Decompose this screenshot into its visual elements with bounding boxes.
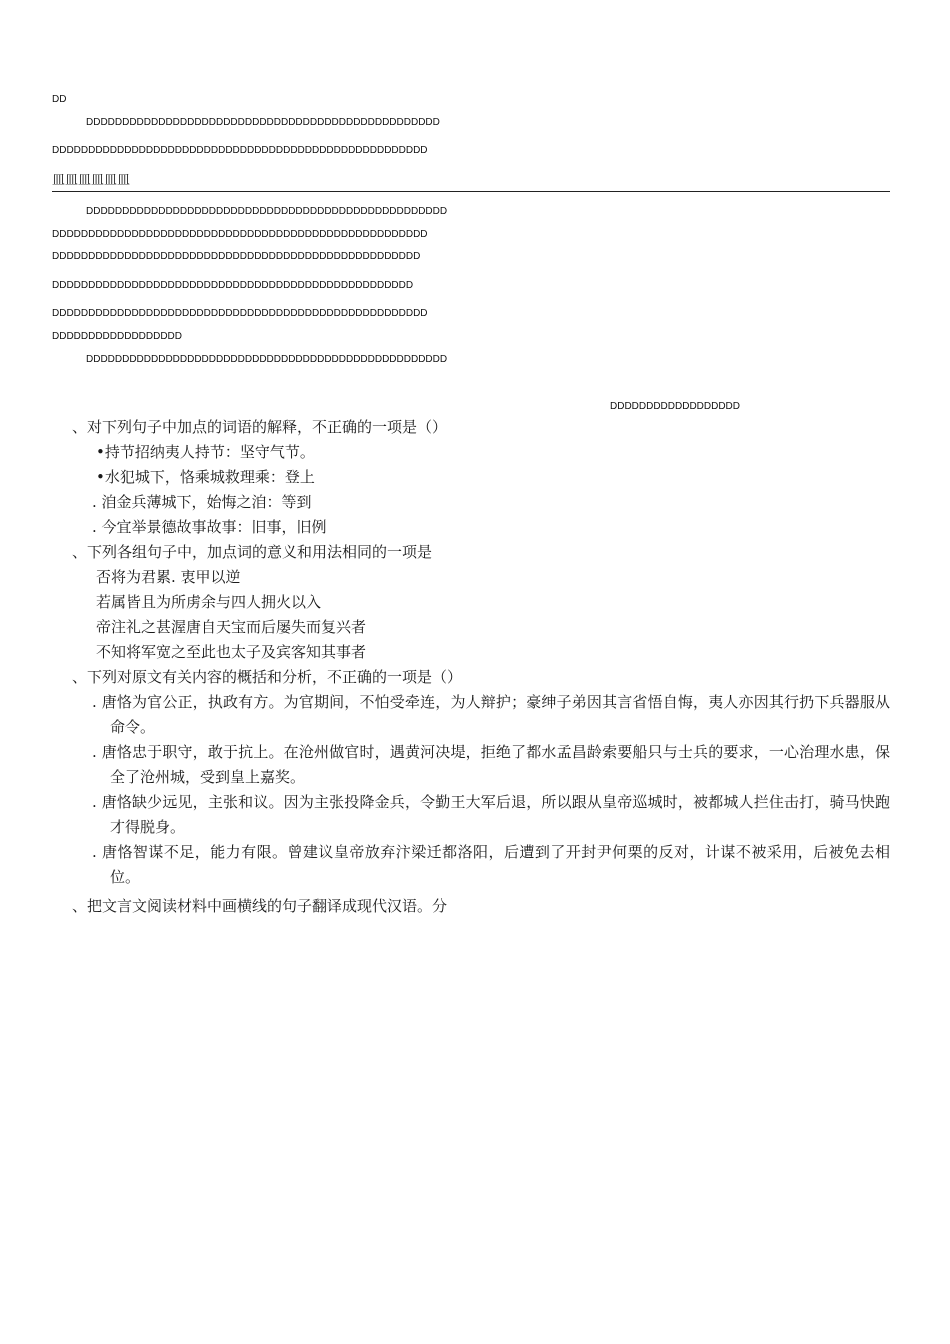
garbled-line-5: DDDDDDDDDDDDDDDDDDDDDDDDDDDDDDDDDDDDDDDDDDDDDDDDDDDD xyxy=(52,229,428,240)
garbled-line-7: DDDDDDDDDDDDDDDDDDDDDDDDDDDDDDDDDDDDDDDDDDDDDDDDDD xyxy=(52,280,414,291)
q4-stem: 、把文言文阅读材料中画横线的句子翻译成现代汉语。分 xyxy=(72,897,448,915)
garbled-line-2: DDDDDDDDDDDDDDDDDDDDDDDDDDDDDDDDDDDDDDDDDDDDDDDDD xyxy=(86,117,440,128)
q3-option-a: . 唐恪为官公正，执政有方。为官期间，不怕受牵连，为人辩护；豪绅子弟因其言省悟自悔，夷人亦因其行扔下兵器服从命令。 xyxy=(92,693,890,736)
section-heading: 皿皿皿皿皿皿 xyxy=(52,173,131,188)
q3-option-d: . 唐恪智谋不足，能力有限。曾建议皇帝放弃汴梁迁都洛阳，后遭到了开封尹何栗的反对，计谋不被采用，后被免去相位。 xyxy=(92,843,890,886)
q1-option-b: •水犯城下，恪乘城救理乘：登上 xyxy=(96,468,315,486)
q2-option-a: 否将为君累. 衷甲以逆 xyxy=(96,568,241,586)
garbled-line-1: DD xyxy=(52,94,67,105)
q1-option-d: . 今宜举景德故事故事：旧事，旧例 xyxy=(92,518,327,536)
q2-option-d: 不知将军宽之至此也太子及宾客知其事者 xyxy=(96,643,367,661)
q3-option-b: . 唐恪忠于职守，敢于抗上。在沧州做官时，遇黄河决堤，拒绝了都水孟昌龄索要船只与士兵的要求，一心治理水患，保全了沧州城，受到皇上嘉奖。 xyxy=(92,743,890,786)
q3-stem: 、下列对原文有关内容的概括和分析，不正确的一项是（） xyxy=(72,668,463,686)
q2-option-b: 若属皆且为所虏余与四人拥火以入 xyxy=(96,593,322,611)
garbled-line-4: DDDDDDDDDDDDDDDDDDDDDDDDDDDDDDDDDDDDDDDDDDDDDDDDDD xyxy=(86,206,448,217)
q2-stem: 、下列各组句子中，加点词的意义和用法相同的一项是 xyxy=(72,543,433,561)
q1-stem: 、对下列句子中加点的词语的解释，不正确的一项是（） xyxy=(72,418,448,436)
garbled-line-3: DDDDDDDDDDDDDDDDDDDDDDDDDDDDDDDDDDDDDDDDDDDDDDDDDDDD xyxy=(52,145,428,156)
q2-option-c: 帝注礼之甚渥唐自天宝而后屡失而复兴者 xyxy=(96,618,367,636)
garbled-source-line: DDDDDDDDDDDDDDDDDD xyxy=(610,401,740,412)
garbled-line-9: DDDDDDDDDDDDDDDDDD xyxy=(52,331,182,342)
q3-option-c: . 唐恪缺少远见，主张和议。因为主张投降金兵，令勤王大军后退，所以跟从皇帝巡城时，被都城人拦住击打，骑马快跑才得脱身。 xyxy=(92,793,890,836)
garbled-line-8: DDDDDDDDDDDDDDDDDDDDDDDDDDDDDDDDDDDDDDDDDDDDDDDDDDDD xyxy=(52,308,428,319)
q1-option-a: •持节招纳夷人持节：坚守气节。 xyxy=(96,443,315,461)
heading-rule xyxy=(52,191,890,192)
q1-option-c: . 洎金兵薄城下，始悔之洎：等到 xyxy=(92,493,312,511)
garbled-line-10: DDDDDDDDDDDDDDDDDDDDDDDDDDDDDDDDDDDDDDDDDDDDDDDDDD xyxy=(86,354,448,365)
garbled-line-6: DDDDDDDDDDDDDDDDDDDDDDDDDDDDDDDDDDDDDDDDDDDDDDDDDDD xyxy=(52,251,421,262)
